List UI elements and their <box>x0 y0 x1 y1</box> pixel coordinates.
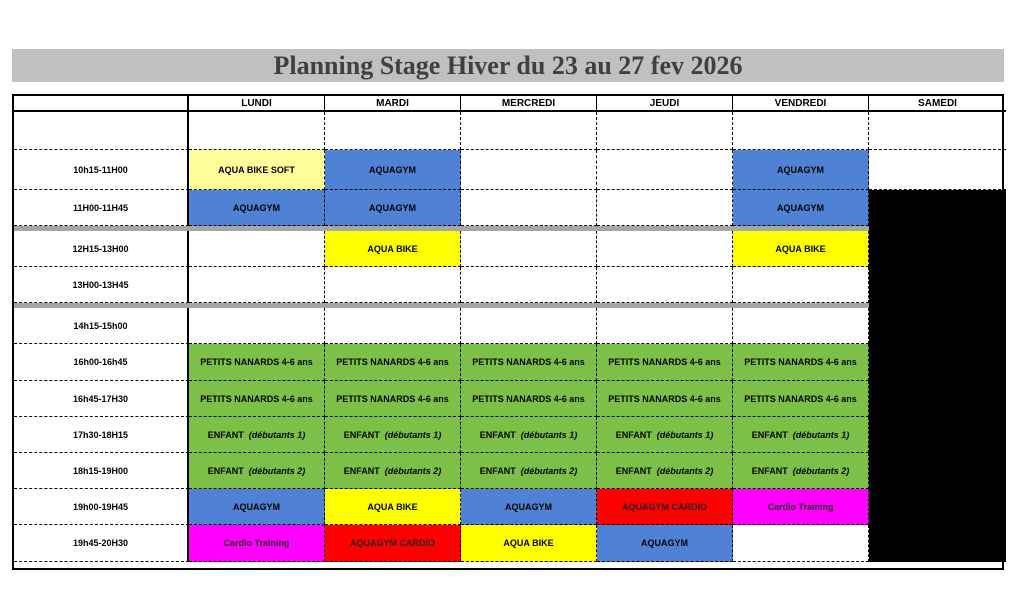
session-cell: AQUA BIKE SOFT <box>189 150 325 190</box>
session-cell <box>461 417 597 453</box>
session-cell: PETITS NANARDS 4-6 ans <box>189 381 325 417</box>
time-slot: 11H00-11H45 <box>14 190 189 226</box>
session-cell: AQUAGYM <box>325 150 461 190</box>
session-cell: AQUA BIKE <box>325 231 461 267</box>
time-slot: 19h45-20H30 <box>14 525 189 562</box>
header-lundi: LUNDI <box>189 96 325 112</box>
schedule-cell <box>597 190 733 226</box>
session-label: ENFANT <box>615 465 652 476</box>
schedule-cell <box>325 308 461 344</box>
session-cell: AQUAGYM CARDIO <box>325 525 461 562</box>
session-cell: AQUA BIKE <box>733 231 869 267</box>
session-label: ENFANT <box>479 429 516 440</box>
time-slot: 16h45-17H30 <box>14 381 189 417</box>
schedule-cell <box>189 308 325 344</box>
schedule-cell <box>597 267 733 303</box>
session-cell: PETITS NANARDS 4-6 ans <box>597 381 733 417</box>
schedule-cell <box>597 112 733 150</box>
time-slot: 16h00-16h45 <box>14 344 189 381</box>
session-cell: AQUAGYM <box>325 190 461 226</box>
session-level: (débutants 1) <box>792 429 850 440</box>
session-cell <box>597 453 733 489</box>
time-slot: 10h15-11H00 <box>14 150 189 190</box>
session-level: (débutants 1) <box>656 429 714 440</box>
header-mercredi: MERCREDI <box>461 96 597 112</box>
schedule-cell <box>733 525 869 562</box>
header-jeudi: JEUDI <box>597 96 733 112</box>
session-level: (débutants 1) <box>248 429 306 440</box>
schedule-cell <box>597 150 733 190</box>
session-cell <box>597 417 733 453</box>
session-cell: AQUA BIKE <box>325 489 461 525</box>
session-cell: AQUAGYM CARDIO <box>597 489 733 525</box>
session-cell: PETITS NANARDS 4-6 ans <box>189 344 325 381</box>
session-cell <box>733 417 869 453</box>
session-level: (débutants 2) <box>520 465 578 476</box>
session-level: (débutants 2) <box>248 465 306 476</box>
schedule-cell <box>189 267 325 303</box>
session-label: ENFANT <box>479 465 516 476</box>
session-cell: AQUAGYM <box>189 190 325 226</box>
session-cell: AQUAGYM <box>733 150 869 190</box>
session-cell: PETITS NANARDS 4-6 ans <box>733 344 869 381</box>
session-cell: AQUAGYM <box>189 489 325 525</box>
time-slot: 13H00-13H45 <box>14 267 189 303</box>
session-cell: PETITS NANARDS 4-6 ans <box>325 344 461 381</box>
header-empty <box>14 96 189 112</box>
session-cell: Cardio Training <box>189 525 325 562</box>
closed-block <box>869 190 1006 562</box>
session-label: ENFANT <box>751 465 788 476</box>
schedule-cell <box>325 112 461 150</box>
session-label: ENFANT <box>343 465 380 476</box>
schedule-cell <box>869 150 1006 190</box>
schedule-cell <box>733 308 869 344</box>
header-mardi: MARDI <box>325 96 461 112</box>
session-cell <box>189 417 325 453</box>
title-banner <box>12 49 1004 82</box>
session-label: ENFANT <box>343 429 380 440</box>
session-level: (débutants 2) <box>384 465 442 476</box>
time-slot: 18h15-19H00 <box>14 453 189 489</box>
session-cell: Cardio Training <box>733 489 869 525</box>
schedule-table <box>12 94 1004 570</box>
session-cell: PETITS NANARDS 4-6 ans <box>597 344 733 381</box>
session-level: (débutants 1) <box>520 429 578 440</box>
schedule-cell <box>325 267 461 303</box>
time-slot: 17h30-18H15 <box>14 417 189 453</box>
schedule-cell <box>461 190 597 226</box>
session-label: ENFANT <box>207 429 244 440</box>
schedule-cell <box>597 231 733 267</box>
session-cell: AQUAGYM <box>733 190 869 226</box>
session-cell: PETITS NANARDS 4-6 ans <box>733 381 869 417</box>
time-slot: 12H15-13H00 <box>14 231 189 267</box>
session-label: ENFANT <box>615 429 652 440</box>
session-label: ENFANT <box>751 429 788 440</box>
header-samedi: SAMEDI <box>869 96 1006 112</box>
session-cell: PETITS NANARDS 4-6 ans <box>325 381 461 417</box>
schedule-cell <box>733 112 869 150</box>
schedule-cell <box>461 150 597 190</box>
schedule-cell <box>461 308 597 344</box>
session-cell <box>325 453 461 489</box>
session-cell <box>733 453 869 489</box>
schedule-cell <box>461 267 597 303</box>
session-cell: PETITS NANARDS 4-6 ans <box>461 344 597 381</box>
session-level: (débutants 2) <box>792 465 850 476</box>
header-vendredi: VENDREDI <box>733 96 869 112</box>
schedule-cell <box>189 231 325 267</box>
session-level: (débutants 2) <box>656 465 714 476</box>
session-label: ENFANT <box>207 465 244 476</box>
time-slot: 19h00-19H45 <box>14 489 189 525</box>
schedule-cell <box>869 112 1006 150</box>
schedule-cell <box>461 112 597 150</box>
schedule-cell <box>733 267 869 303</box>
session-cell <box>325 417 461 453</box>
schedule-cell <box>461 231 597 267</box>
session-cell <box>189 453 325 489</box>
session-cell: PETITS NANARDS 4-6 ans <box>461 381 597 417</box>
time-slot: 14h15-15h00 <box>14 308 189 344</box>
session-cell: AQUAGYM <box>461 489 597 525</box>
session-cell: AQUAGYM <box>597 525 733 562</box>
session-level: (débutants 1) <box>384 429 442 440</box>
time-empty <box>14 112 189 150</box>
session-cell <box>461 453 597 489</box>
page-title: Planning Stage Hiver du 23 au 27 fev 2026 <box>273 50 743 80</box>
schedule-cell <box>597 308 733 344</box>
session-cell: AQUA BIKE <box>461 525 597 562</box>
schedule-cell <box>189 112 325 150</box>
